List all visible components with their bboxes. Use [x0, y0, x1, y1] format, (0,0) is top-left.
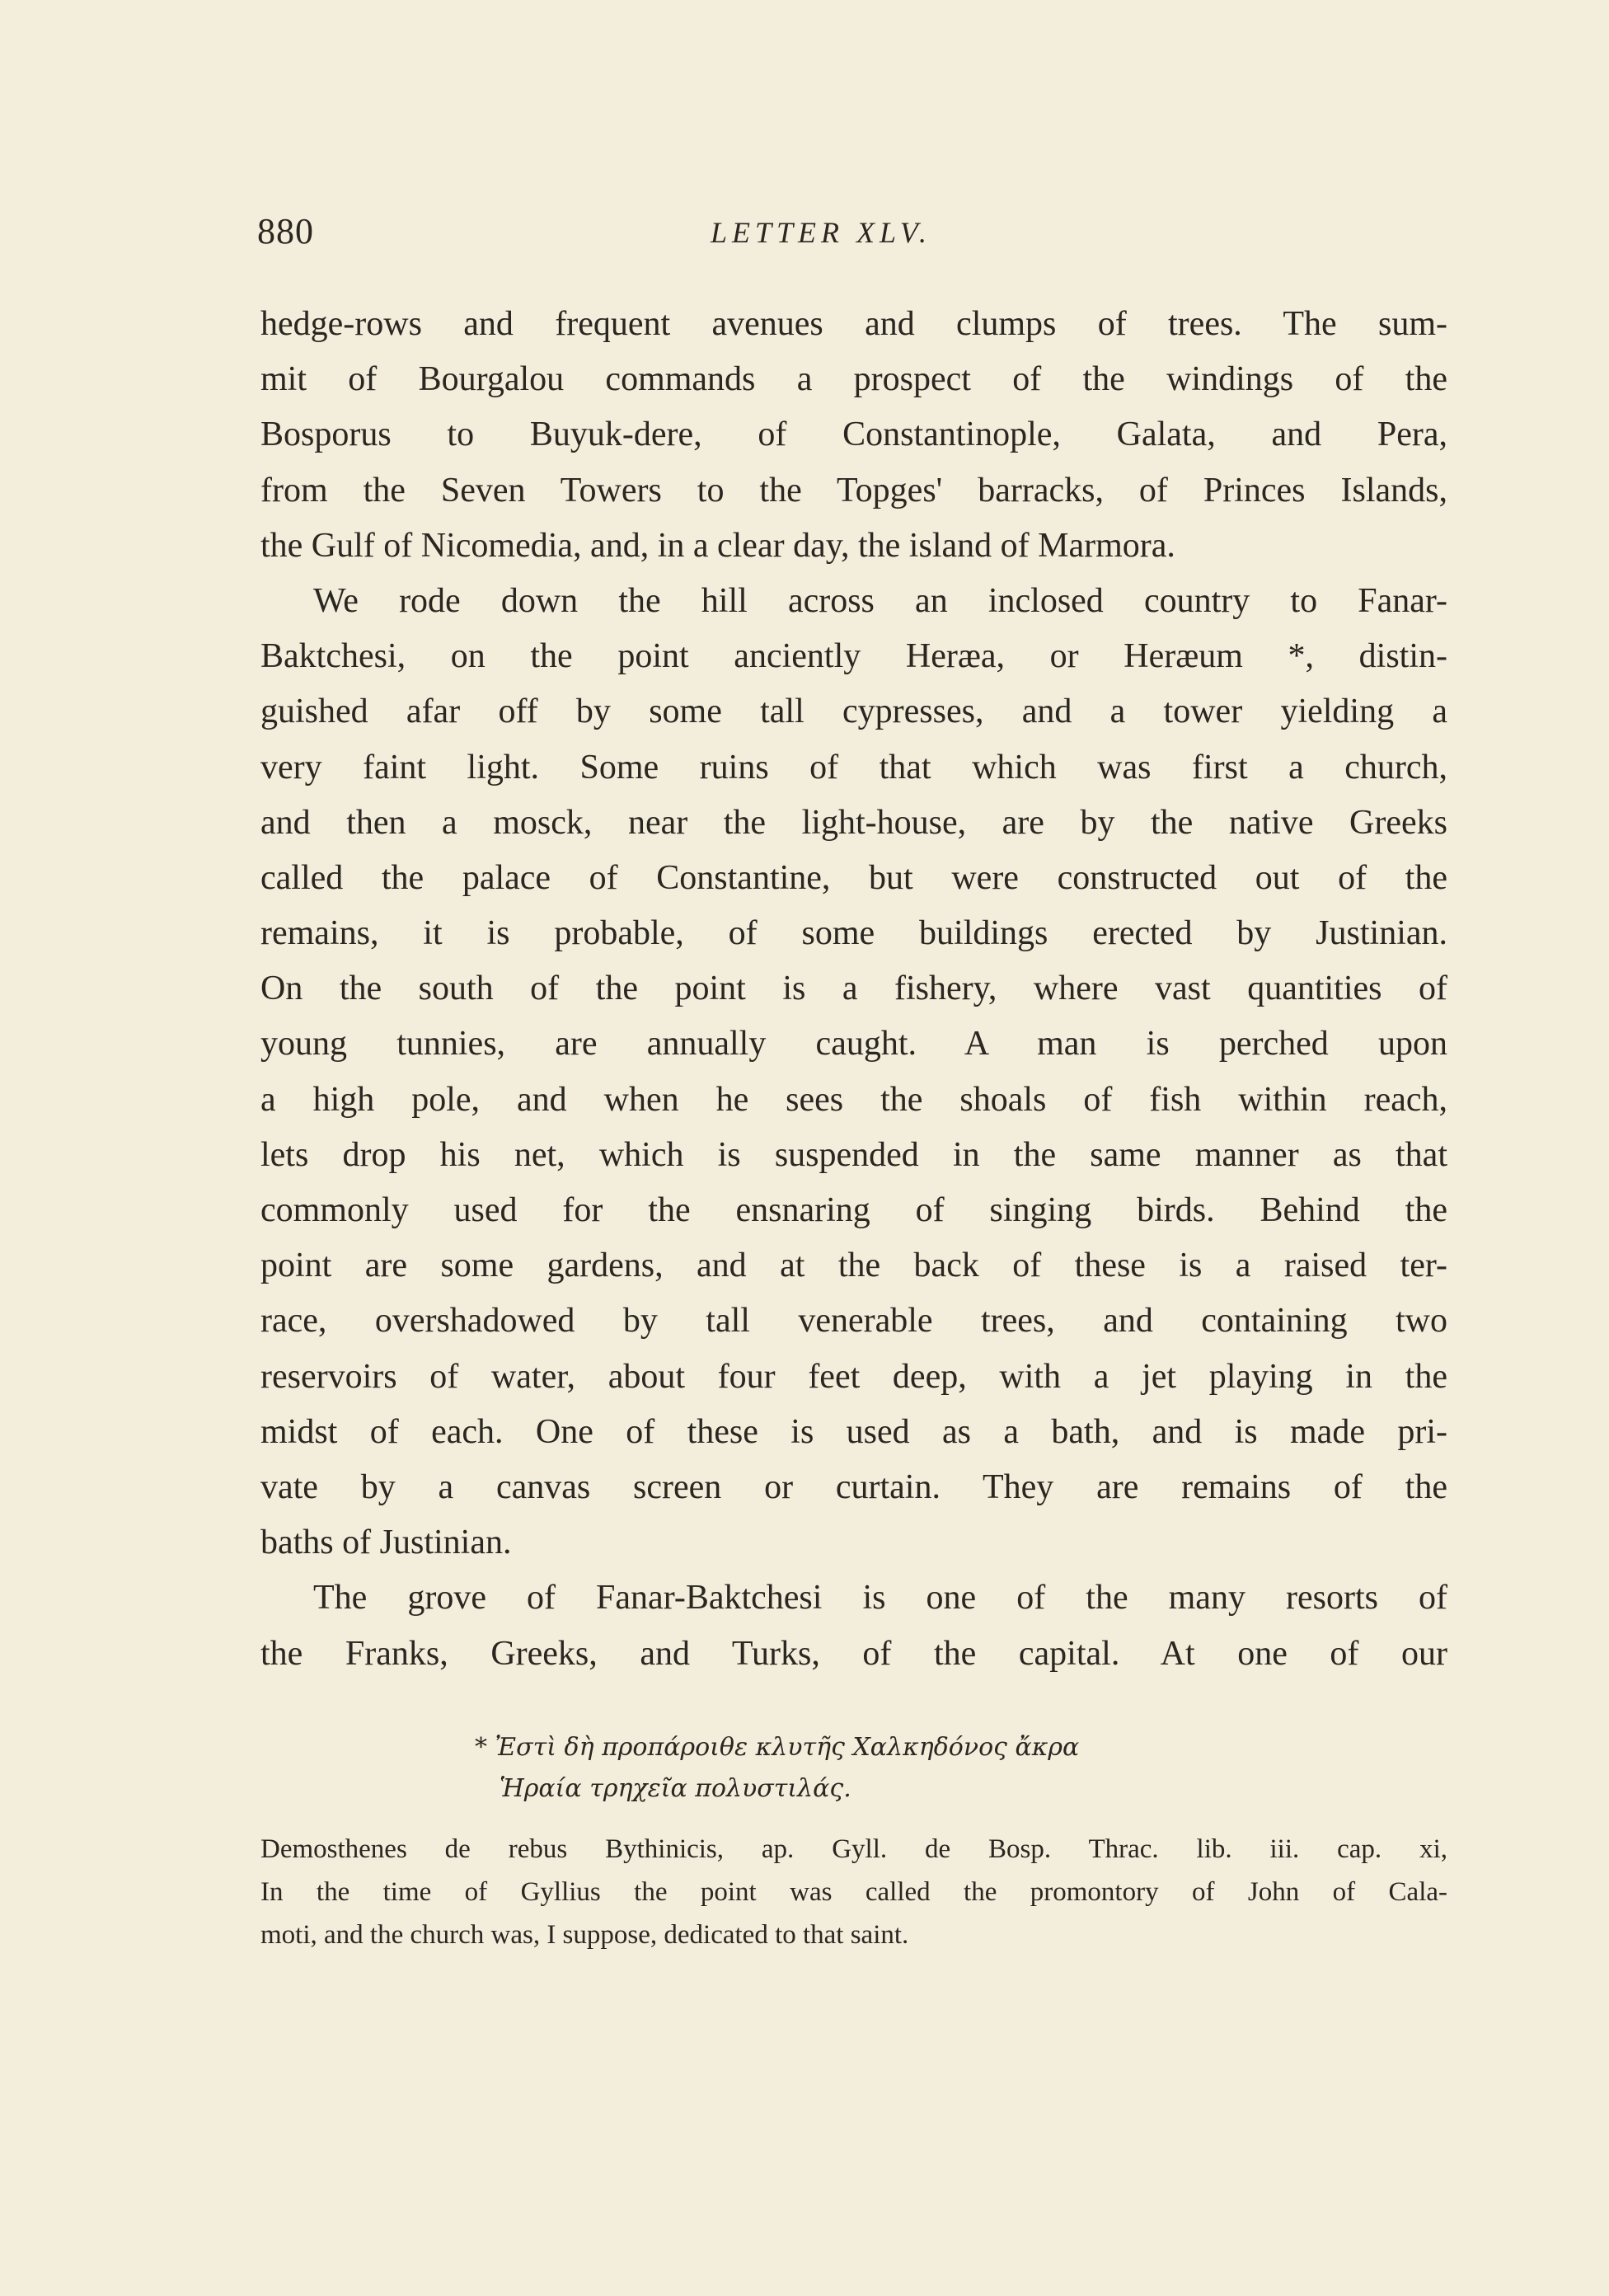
- text-line: Bosporus to Buyuk-dere, of Constantinople, Galata, and Pera,: [260, 416, 1447, 454]
- text-line: baths of Justinian.: [260, 1524, 512, 1562]
- text-line: called the palace of Constantine, but were constructed out of the: [260, 858, 1447, 897]
- footnote-spacer: [260, 1810, 1447, 1828]
- greek-verse-line: * Ἐστὶ δὴ προπάροιθε κλυτῆς Χαλκηδόνος ἄκρα: [475, 1733, 1080, 1762]
- text-line: mit of Bourgalou commands a prospect of the windings of the: [260, 360, 1447, 399]
- footnote-line: Demosthenes de rebus Bythinicis, ap. Gyll. de Bosp. Thrac. lib. iii. cap. xi,: [260, 1834, 1447, 1864]
- footnote-line: In the time of Gyllius the point was called the promontory of John of Cala-: [260, 1877, 1447, 1907]
- text-line: midst of each. One of these is used as a bath, and is made pri-: [260, 1412, 1447, 1451]
- body-text: [260, 297, 1447, 1682]
- text-line: very faint light. Some ruins of that which was first a church,: [260, 748, 1447, 786]
- text-line: reservoirs of water, about four feet deep, with a jet playing in the: [260, 1357, 1447, 1396]
- text-line: hedge-rows and frequent avenues and clumps of trees. The sum-: [260, 305, 1447, 343]
- text-line: commonly used for the ensnaring of singing birds. Behind the: [260, 1191, 1447, 1229]
- footnote-line: moti, and the church was, I suppose, dedicated to that saint.: [260, 1920, 909, 1950]
- running-head: LETTER XLV.: [711, 216, 932, 249]
- page-header: [257, 210, 1452, 268]
- text-line: from the Seven Towers to the Topges' barracks, of Princes Islands,: [260, 471, 1447, 509]
- text-line: point are some gardens, and at the back of these is a raised ter-: [260, 1247, 1447, 1285]
- text-line: the Gulf of Nicomedia, and, in a clear day, the island of Marmora.: [260, 526, 1175, 565]
- footnote: [260, 1727, 1447, 1956]
- text-line: young tunnies, are annually caught. A man is perched upon: [260, 1025, 1447, 1063]
- text-line: and then a mosck, near the light-house, are by the native Greeks: [260, 803, 1447, 842]
- text-line: a high pole, and when he sees the shoals of fish within reach,: [260, 1080, 1447, 1119]
- text-line: race, overshadowed by tall venerable trees, and containing two: [260, 1302, 1447, 1341]
- text-line: vate by a canvas screen or curtain. They are remains of the: [260, 1467, 1447, 1506]
- text-line: the Franks, Greeks, and Turks, of the capital. At one of our: [260, 1634, 1447, 1673]
- text-line: Baktchesi, on the point anciently Heræa, or Heræum *, distin-: [260, 637, 1447, 676]
- greek-verse-line: Ἡραία τρηχεῖα πολυστιλάς.: [500, 1774, 851, 1803]
- text-line: guished afar off by some tall cypresses, and a tower yielding a: [260, 693, 1447, 731]
- text-line: We rode down the hill across an inclosed country to Fanar-: [313, 581, 1447, 620]
- text-line: The grove of Fanar-Baktchesi is one of the many resorts of: [313, 1579, 1447, 1618]
- text-line: lets drop his net, which is suspended in the same manner as that: [260, 1135, 1447, 1174]
- text-line: On the south of the point is a fishery, where vast quantities of: [260, 970, 1447, 1008]
- page-number: 880: [257, 211, 314, 251]
- text-line: remains, it is probable, of some buildings erected by Justinian.: [260, 914, 1447, 953]
